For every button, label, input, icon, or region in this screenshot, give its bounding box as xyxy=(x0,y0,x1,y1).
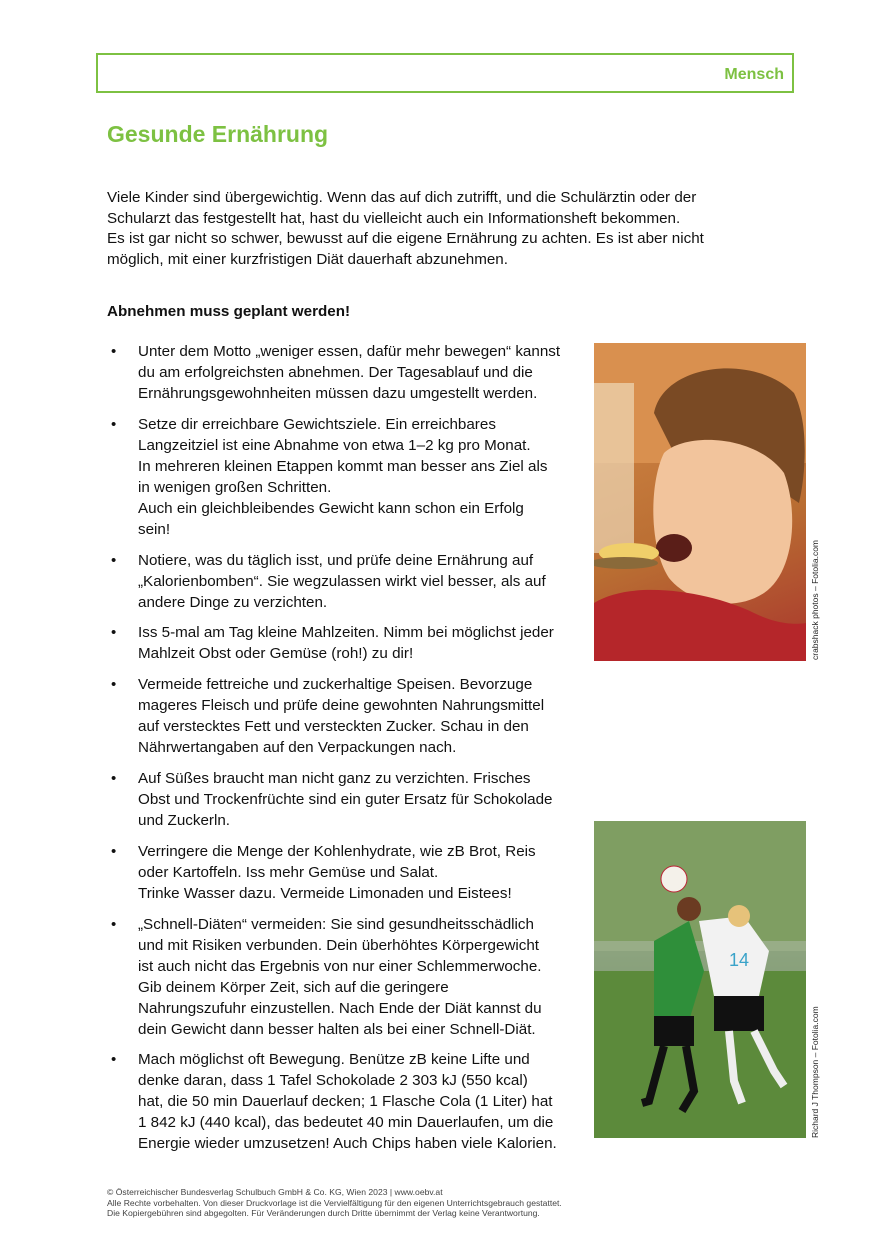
photo-credit: crabshack photos – Fotolia.com xyxy=(810,539,820,660)
tip-line: und mit Risiken verbunden. Dein überhöhtes Körpergewicht xyxy=(138,936,540,954)
tip-line: andere Dinge zu verzichten. xyxy=(138,593,328,611)
tip-item xyxy=(107,914,587,1040)
tip-line: • Mach möglichst oft Bewegung. Benütze zB keine Lifte und xyxy=(138,1051,530,1069)
tip-line: • Verringere die Menge der Kohlenhydrate, wie zB Brot, Reis xyxy=(138,842,536,860)
tip-line: dein Gewicht dann besser halten als bei einer Schnell-Diät. xyxy=(138,1020,536,1038)
intro-line: Viele Kinder sind übergewichtig. Wenn das auf dich zutrifft, und die Schulärztin oder der xyxy=(107,189,697,206)
footer-line: Die Kopiergebühren sind abgegolten. Für Veränderungen durch Dritte übernimmt der Verlag keine Verantwortung. xyxy=(107,1208,540,1218)
tip-line: in wenigen großen Schritten. xyxy=(138,478,332,496)
tip-line: 1 842 kJ (440 kcal), das bedeutet 40 min Dauerlaufen, um die xyxy=(138,1114,554,1132)
tip-line: • Auf Süßes braucht man nicht ganz zu verzichten. Frisches xyxy=(138,769,531,787)
tip-line: sein! xyxy=(138,520,171,538)
tip-item xyxy=(107,674,587,758)
soccer-illustration xyxy=(594,821,806,1138)
photo-girls-soccer xyxy=(594,821,806,1138)
tip-line: Trinke Wasser dazu. Vermeide Limonaden und Eistees! xyxy=(138,884,512,902)
footer-line: © Österreichischer Bundesverlag Schulbuch GmbH & Co. KG, Wien 2023 | www.oebv.at xyxy=(107,1187,443,1197)
tip-line: Gib deinem Körper Zeit, sich auf die geringere xyxy=(138,978,449,996)
tip-line: • Unter dem Motto „weniger essen, dafür mehr bewegen“ kannst xyxy=(138,343,561,360)
intro-line: Es ist gar nicht so schwer, bewusst auf die eigene Ernährung zu achten. Es ist aber nicht xyxy=(107,230,704,247)
copyright-footer xyxy=(107,1187,562,1219)
tip-line: mageres Fleisch und prüfe deine gewohnten Nahrungsmittel xyxy=(138,697,545,715)
section-heading: Abnehmen muss geplant werden! xyxy=(107,303,351,320)
tip-line: ist auch nicht das Ergebnis von nur einer Schlemmerwoche. xyxy=(138,957,542,975)
tip-line: Nahrungszufuhr einzustellen. Nach Ende der Diät kannst du xyxy=(138,999,542,1017)
tip-line: du am erfolgreichsten abnehmen. Der Tagesablauf und die xyxy=(138,364,533,381)
intro-line: Schularzt das festgestellt hat, hast du vielleicht auch ein Informationsheft bekommen. xyxy=(107,209,681,227)
tip-line: • Notiere, was du täglich isst, und prüfe deine Ernährung auf xyxy=(138,551,534,569)
tip-line: und Zuckerln. xyxy=(138,811,231,829)
tip-line: Ernährungsgewohnheiten müssen dazu umgestellt werden. xyxy=(138,385,538,402)
tip-line: denke daran, dass 1 Tafel Schokolade 2 303 kJ (550 kcal) xyxy=(138,1072,528,1090)
photo-credit: Richard J Thompson – Fotolia.com xyxy=(810,1006,820,1138)
tip-line: • Iss 5-mal am Tag kleine Mahlzeiten. Nimm bei möglichst jeder xyxy=(138,624,554,642)
tip-line: Mahlzeit Obst oder Gemüse (roh!) zu dir! xyxy=(138,645,414,663)
tip-line: „Kalorienbomben“. Sie wegzulassen wirkt viel besser, als auf xyxy=(138,572,546,590)
tip-item xyxy=(107,841,587,904)
jersey-number: 14 xyxy=(729,950,750,970)
category-label: Mensch xyxy=(724,66,784,83)
tip-line: auf verstecktes Fett und versteckten Zucker. Schau in den xyxy=(138,718,529,736)
tip-line: oder Kartoffeln. Iss mehr Gemüse und Salat. xyxy=(138,863,439,881)
tip-item xyxy=(107,550,587,613)
tip-item xyxy=(107,768,587,831)
tip-line: Nährwertangaben auf den Verpackungen nach. xyxy=(138,739,457,757)
header-box xyxy=(96,53,794,93)
tip-line: Energie wieder umzusetzen! Auch Chips haben viele Kalorien. xyxy=(138,1135,557,1153)
tip-item xyxy=(107,1049,587,1154)
tip-line: Auch ein gleichbleibendes Gewicht kann schon ein Erfolg xyxy=(138,499,524,517)
photo-boy-eating xyxy=(594,343,806,661)
tips-list xyxy=(107,341,587,1164)
tip-item xyxy=(107,414,587,540)
tip-line: hat, die 50 min Dauerlauf decken; 1 Flasche Cola (1 Liter) hat xyxy=(138,1093,553,1111)
boy-eating-illustration xyxy=(594,343,806,661)
tip-line: • „Schnell-Diäten“ vermeiden: Sie sind gesundheitsschädlich xyxy=(138,915,534,933)
tip-item xyxy=(107,622,587,664)
page-title: Gesunde Ernährung xyxy=(107,121,329,147)
tip-item xyxy=(107,341,587,404)
tip-line: • Setze dir erreichbare Gewichtsziele. Ein erreichbares xyxy=(138,415,496,433)
tip-line: Langzeitziel ist eine Abnahme von etwa 1–2 kg pro Monat. xyxy=(138,436,531,454)
tip-line: • Vermeide fettreiche und zuckerhaltige Speisen. Bevorzuge xyxy=(138,676,533,694)
intro-line: möglich, mit einer kurzfristigen Diät dauerhaft abzunehmen. xyxy=(107,250,508,268)
tip-line: Obst und Trockenfrüchte sind ein guter Ersatz für Schokolade xyxy=(138,790,553,808)
intro-paragraph xyxy=(107,188,747,270)
footer-line: Alle Rechte vorbehalten. Von dieser Druckvorlage ist die Vervielfältigung für den eigenen Unterrichtsgebrauch gestattet. xyxy=(107,1197,562,1208)
tip-line: In mehreren kleinen Etappen kommt man besser ans Ziel als xyxy=(138,457,548,475)
